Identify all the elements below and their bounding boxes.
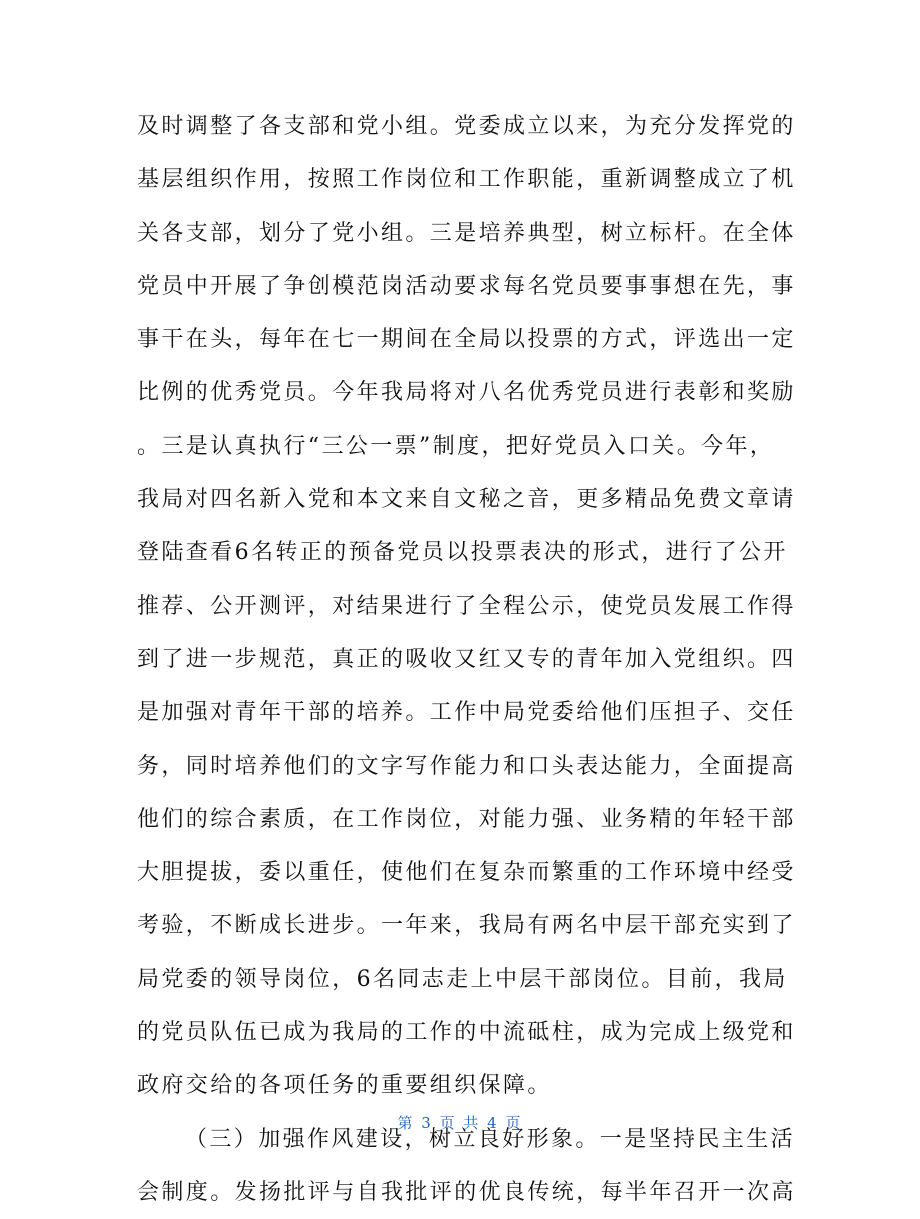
text-line-14: 他们的综合素质，在工作岗位，对能力强、业务精的年轻干部: [137, 806, 796, 832]
text-line-17: 局党委的领导岗位，6名同志走上中层干部岗位。目前，我局: [137, 966, 788, 992]
text-line-2: 基层组织作用，按照工作岗位和工作职能，重新调整成立了机: [137, 167, 796, 193]
text-line-9: 登陆查看6名转正的预备党员以投票表决的形式，进行了公开: [137, 540, 788, 566]
text-line-21: 会制度。发扬批评与自我批评的优良传统，每半年召开一次高: [137, 1179, 796, 1205]
text-line-7: 。三是认真执行“三公一票”制度，把好党员入口关。今年，: [137, 433, 775, 459]
text-line-12: 是加强对青年干部的培养。工作中局党委给他们压担子、交任: [137, 700, 796, 726]
paragraph-heading-line: （三）加强作风建设，树立良好形象。一是坚持民主生活: [185, 1126, 796, 1152]
text-line-6: 比例的优秀党员。今年我局将对八名优秀党员进行表彰和奖励: [137, 380, 796, 406]
text-line-8: 我局对四名新入党和本文来自文秘之音，更多精品免费文章请: [137, 487, 796, 513]
text-line-13: 务，同时培养他们的文字写作能力和口头表达能力，全面提高: [137, 753, 796, 779]
document-body: [137, 100, 797, 1219]
text-line-3: 关各支部，划分了党小组。三是培养典型，树立标杆。在全体: [137, 220, 796, 246]
text-line-10: 推荐、公开测评，对结果进行了全程公示，使党员发展工作得: [137, 593, 796, 619]
text-line-5: 事干在头，每年在七一期间在全局以投票的方式，评选出一定: [137, 327, 796, 353]
page-number-footer: 第 3 页 共 4 页: [397, 1114, 523, 1132]
text-line-11: 到了进一步规范，真正的吸收又红又专的青年加入党组织。四: [137, 646, 796, 672]
text-line-4: 党员中开展了争创模范岗活动要求每名党员要事事想在先，事: [137, 273, 796, 299]
text-line-15: 大胆提拔，委以重任，使他们在复杂而繁重的工作环境中经受: [137, 860, 796, 886]
text-line-1: 及时调整了各支部和党小组。党委成立以来，为充分发挥党的: [137, 114, 796, 139]
text-line-18: 的党员队伍已成为我局的工作的中流砥柱，成为完成上级党和: [137, 1020, 796, 1046]
text-line-19: 政府交给的各项任务的重要组织保障。: [137, 1073, 552, 1099]
text-line-16: 考验，不断成长进步。一年来，我局有两名中层干部充实到了: [137, 913, 796, 939]
